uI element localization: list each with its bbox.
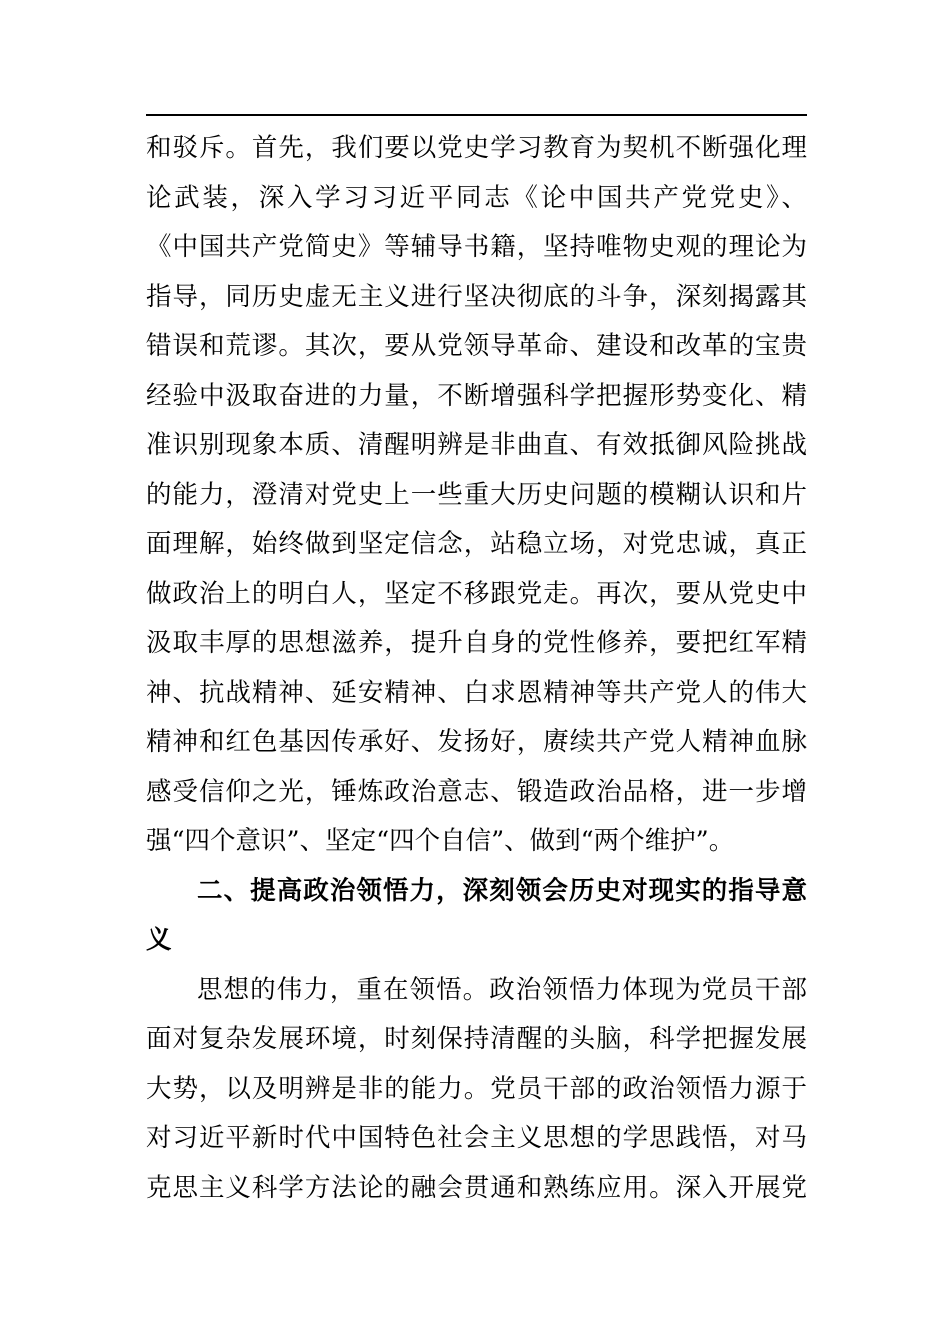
text-line: 神、抗战精神、延安精神、白求恩精神等共产党人的伟大 [146, 677, 807, 708]
section-heading [146, 867, 807, 966]
text-line: 做政治上的明白人，坚定不移跟党走。再次，要从党史中 [146, 578, 807, 609]
text-line: 精神和红色基因传承好、发扬好，赓续共产党人精神血脉 [146, 727, 807, 757]
text-line: 思想的伟力，重在领悟。政治领悟力体现为党员干部 [197, 974, 807, 1005]
text-line: 克思主义科学方法论的融会贯通和熟练应用。深入开展党 [146, 1172, 807, 1203]
text-line: 《中国共产党简史》等辅导书籍，坚持唯物史观的理论为 [146, 232, 807, 262]
text-line: 对习近平新时代中国特色社会主义思想的学思践悟，对马 [146, 1123, 807, 1153]
text-line: 错误和荒谬。其次，要从党领导革命、建设和改革的宝贵 [146, 331, 807, 361]
text-line: 大势，以及明辨是非的能力。党员干部的政治领悟力源于 [146, 1073, 807, 1104]
text-line: 感受信仰之光，锤炼政治意志、锻造政治品格，进一步增 [146, 776, 807, 807]
text-line: 准识别现象本质、清醒明辨是非曲直、有效抵御风险挑战 [146, 430, 807, 460]
text-line: 经验中汲取奋进的力量，不断增强科学把握形势变化、精 [146, 380, 807, 411]
header-rule [146, 114, 807, 116]
document-body [146, 124, 807, 1213]
text-line: 论武装，深入学习习近平同志《论中国共产党党史》、 [146, 182, 807, 213]
paragraph [146, 966, 807, 1214]
heading-line: 义 [146, 925, 172, 955]
paragraph [146, 124, 807, 867]
text-line: 强“四个意识”、坚定“四个自信”、做到“两个维护”。 [146, 826, 735, 856]
text-line: 面理解，始终做到坚定信念，站稳立场，对党忠诚，真正 [146, 529, 807, 559]
heading-line: 二、提高政治领悟力，深刻领会历史对现实的指导意 [197, 875, 807, 906]
text-line: 指导，同历史虚无主义进行坚决彻底的斗争，深刻揭露其 [146, 281, 807, 312]
text-line: 和驳斥。首先，我们要以党史学习教育为契机不断强化理 [146, 133, 807, 163]
text-line: 的能力，澄清对党史上一些重大历史问题的模糊认识和片 [146, 479, 807, 510]
text-line: 面对复杂发展环境，时刻保持清醒的头脑，科学把握发展 [146, 1024, 807, 1054]
text-line: 汲取丰厚的思想滋养，提升自身的党性修养，要把红军精 [146, 628, 807, 658]
